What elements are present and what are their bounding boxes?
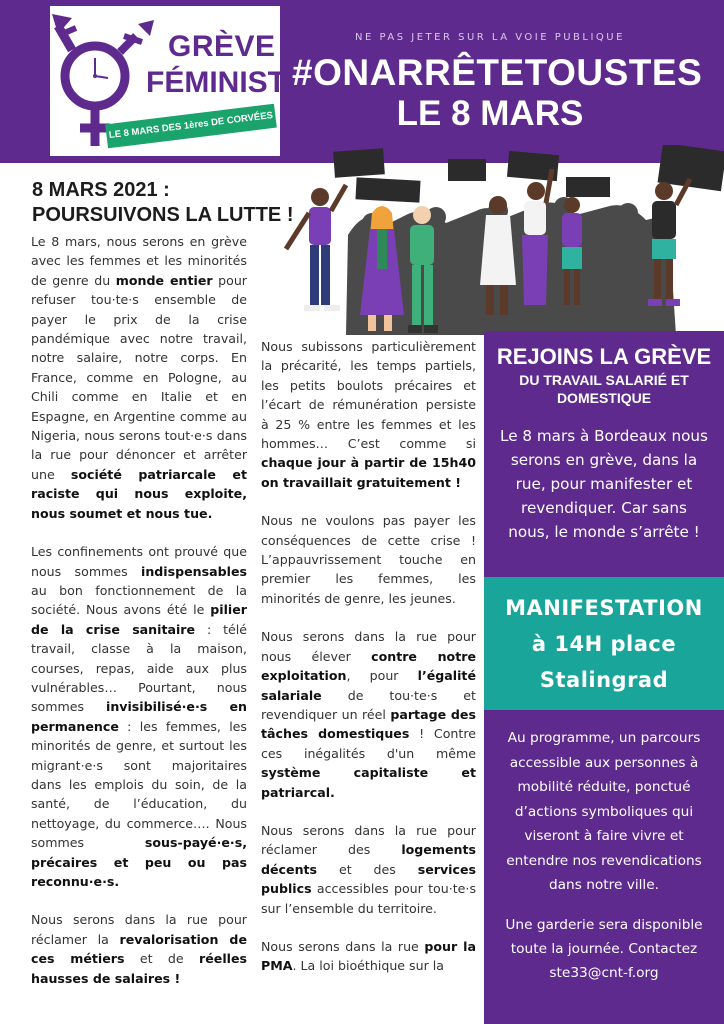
sidebar-title: REJOINS LA GRÈVE [496,344,712,369]
sidebar-subtitle [484,371,724,407]
manifestation-line2: à 14H place [531,632,677,656]
paragraph-revalorisation: Nous serons dans la rue pour réclamer la revalorisation de ces métiers et de réelles hausses de salaires ! [31,912,247,986]
paragraph-pma: Nous serons dans la rue pour la PMA. La loi bioéthique sur la [261,938,476,974]
article-column-2 [261,337,476,995]
programme-text: Au programme, un parcours accessible aux personnes à mobilité réduite, ponctué d’actions symboliques qui viseront à faire vivre et entendre nos revendications dans notre ville. [506,730,702,893]
header-date: LE 8 MARS [396,94,584,133]
header-hashtag: #ONARRÊTETOUSTES [292,52,703,93]
header-kicker: NE PAS JETER SUR LA VOIE PUBLIQUE [355,32,625,43]
paragraph-precarite: Nous subissons particulièrement la précarité, les temps partiels, les petits boulots précaires et l’écart de rémunération persiste à 25 % entre les femmes et les hommes… C’est comme si chaque jour à partir de 15h40 on travaillait gratuitement ! [261,339,476,490]
greve-feministe-logo [50,6,307,156]
paragraph-crise: Nous ne voulons pas payer les conséquences de cette crise ! L’appauvrissement touche en premier les femmes, les minorités de genre, les jeunes. [261,513,476,606]
article-title [32,178,293,228]
manifestation-text [484,590,724,698]
article-title-line2: POURSUIVONS LA LUTTE ! [32,204,294,226]
paragraph-exploitation: Nous serons dans la rue pour nous élever contre notre exploitation, pour l’égalité salariale de tou·te·s et revendiquer un réel partage des tâches domestiques ! Contre ces inégalités d'un même système capitaliste et patriarcal. [261,629,476,800]
manifestation-line1: MANIFESTATION [505,596,703,620]
sidebar-text: Le 8 mars à Bordeaux nous serons en grève, dans la rue, pour manifester et revendiquer. Car sans nous, le monde s’arrête ! [500,427,708,541]
protest-crowd-illustration [276,145,724,335]
article-column-1 [31,232,247,1007]
logo-ribbon: LE 8 MARS DES 1ères DE CORVÉES [105,104,277,149]
article-title-line1: 8 MARS 2021 : [32,179,170,201]
contact-email[interactable]: ste33@cnt-f.org [549,965,659,981]
logo-title-line1: GRÈVE [168,30,276,63]
manifestation-line3: Stalingrad [539,668,669,692]
paragraph-confinements: Les confinements ont prouvé que nous sommes indispensables au bon fonctionnement de la société. Nous avons été le pilier de la crise sanitaire : télé travail, classe à la maison, courses, repas, aide aux plus vulnérables… Pourtant, nous sommes invisibilisé·e·s en permanence : les femmes, les minorités de genre, et surtout les migrant·e·s sont majoritaires dans les emplois du soin, de la santé, de l’éducation, du nettoyage, du commerce…. Nous sommes sous-payé·e·s, précaires et peu ou pas reconnu·e·s. [31,544,248,889]
sidebar-subtitle-line2: DOMESTIQUE [556,390,652,406]
paragraph-monde-entier: Le 8 mars, nous serons en grève avec les femmes et les minorités de genre du monde entier pour refuser tou·te·s ensemble de payer le prix de la crise pandémique avec notre travail, notre salaire, notre corps. En France, comme en Pologne, au Chili comme en Italie et en Espagne, en Argentine comme au Nigeria, nous serons tout·e·s dans la rue pour dénoncer et arrêter une société patriarcale et raciste qui nous exploite, nous soumet et nous tue. [31,234,247,521]
logo-title-line2: FÉMINISTE [146,66,307,99]
garderie-sentence: Une garderie sera disponible toute la journée. Contactez [505,917,703,957]
sidebar-subtitle-line1: DU TRAVAIL SALARIÉ ET [519,372,689,388]
garderie-text [492,913,716,985]
paragraph-logements: Nous serons dans la rue pour réclamer des logements décents et des services publics accessibles pour tou·te·s sur l’ensemble du territoire. [261,822,476,916]
